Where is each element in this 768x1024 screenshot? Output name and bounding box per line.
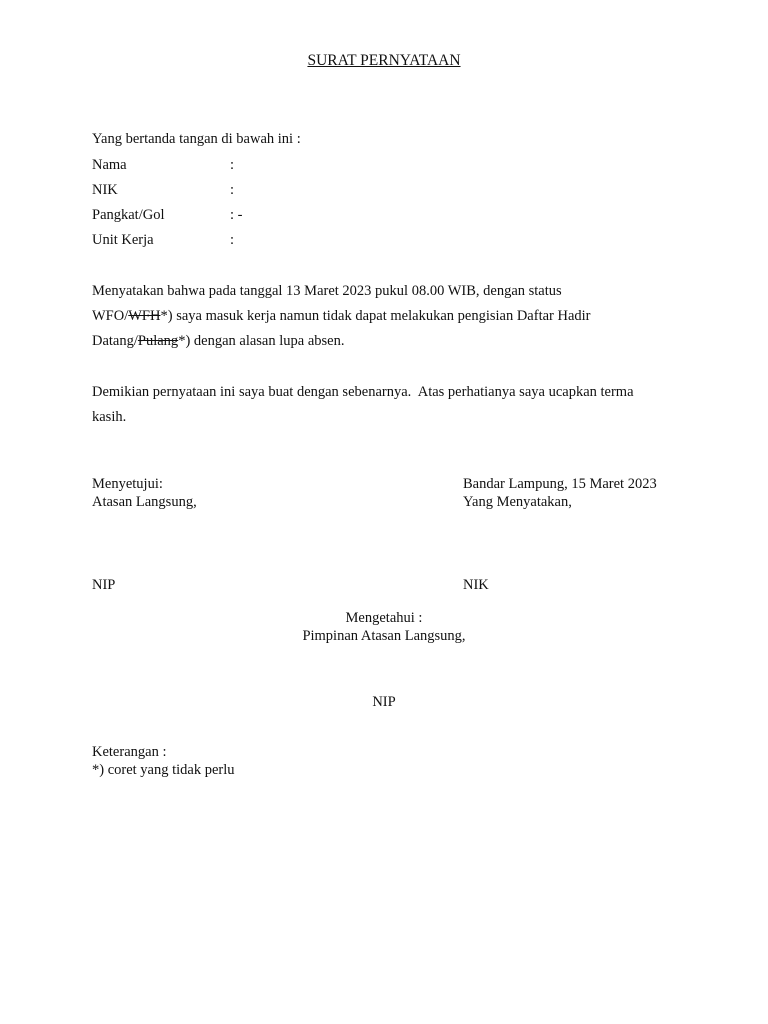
intro-text: Yang bertanda tangan di bawah ini : (92, 131, 301, 147)
place-date: Bandar Lampung, 15 Maret 2023 (463, 476, 657, 492)
approver-nip-label: NIP (92, 577, 116, 593)
statement-line-1: Menyatakan bahwa pada tanggal 13 Maret 2023 pukul 08.00 WIB, dengan status (92, 283, 562, 299)
approver-label: Menyetujui: (92, 476, 163, 492)
notes-heading: Keterangan : (92, 744, 167, 760)
field-colon-nama: : (230, 157, 235, 173)
acknowledger-title: Pimpinan Atasan Langsung, (302, 628, 466, 644)
status-option-wfh-struck: WFH (128, 308, 161, 324)
declarant-nik-label: NIK (463, 577, 489, 593)
statement-line-2 (92, 307, 591, 325)
field-label-pangkat: Pangkat/Gol (92, 207, 165, 223)
acknowledger-nip-label: NIP (372, 694, 396, 710)
field-label-nama: Nama (92, 157, 127, 173)
field-colon-unit-kerja: : (230, 232, 235, 248)
closing-line-1: Demikian pernyataan ini saya buat dengan sebenarnya. Atas perhatianya saya ucapkan terma (92, 384, 634, 400)
closing-line-2: kasih. (92, 409, 127, 425)
declarant-title: Yang Menyatakan, (463, 494, 572, 510)
attendance-option-pulang-struck: Pulang (137, 333, 179, 349)
status-option-wfo: WFO/ (92, 308, 129, 324)
field-colon-pangkat: : - (230, 207, 243, 223)
field-label-unit-kerja: Unit Kerja (92, 232, 154, 248)
field-colon-nik: : (230, 182, 235, 198)
statement-line-2-rest: *) saya masuk kerja namun tidak dapat melakukan pengisian Daftar Hadir (160, 308, 591, 324)
statement-line-3-rest: *) dengan alasan lupa absen. (178, 333, 345, 349)
field-label-nik: NIK (92, 182, 118, 198)
notes-item: *) coret yang tidak perlu (92, 762, 235, 778)
approver-title: Atasan Langsung, (92, 494, 197, 510)
attendance-option-datang: Datang/ (92, 333, 138, 349)
document-title: SURAT PERNYATAAN (307, 52, 461, 69)
statement-line-3 (92, 332, 344, 350)
acknowledger-label: Mengetahui : (345, 610, 423, 626)
